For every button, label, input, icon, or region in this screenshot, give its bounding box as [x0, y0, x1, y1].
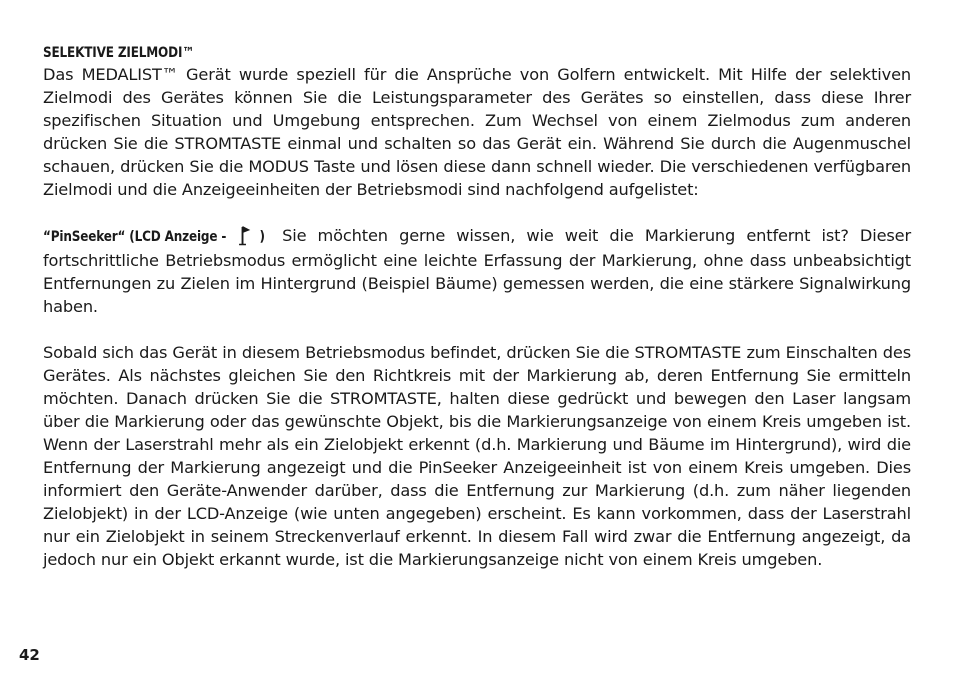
paragraph-pinseeker: [43, 224, 911, 318]
pinseeker-heading: [43, 224, 265, 249]
page-content: [43, 40, 911, 594]
section-heading-line: [43, 40, 911, 63]
paragraph-zielmodi-intro: Das MEDALIST™ Gerät wurde speziell für die Ansprüche von Golfern entwickelt. Mit Hilfe der selektiven Zielmodi des Gerätes können Sie die Leistungsparameter des Gerätes so einstellen, dass diese Ihrer spezifischen Situation und Umgebung entsprechen. Zum Wechsel von einem Zielmodus zum anderen drücken Sie die STROMTASTE einmal und schalten so das Gerät ein. Während Sie durch die Augenmuschel schauen, drücken Sie die MODUS Taste und lösen diese dann schnell wieder. Die verschiedenen verfügbaren Zielmodi und die Anzeigeeinheiten der Betriebsmodi sind nachfolgend aufgelistet:: [43, 65, 911, 199]
section-heading-selektive-zielmodi: SELEKTIVE ZIELMODI™: [43, 45, 195, 61]
paragraph-pinseeker-operation: Sobald sich das Gerät in diesem Betriebsmodus befindet, drücken Sie die STROMTASTE zum Einschalten des Gerätes. Als nächstes gleichen Sie den Richtkreis mit der Markierung ab, deren Entfernung Sie ermitteln möchten. Danach drücken Sie die STROMTASTE, halten diese gedrückt und bewegen den Laser langsam über die Markierung oder das gewünschte Objekt, bis die Markierungsanzeige von einem Kreis umgeben ist. Wenn der Laserstrahl mehr als ein Zielobjekt erkennt (d.h. Markierung und Bäume im Hintergrund), wird die Entfernung der Markierung angezeigt und die PinSeeker Anzeigeeinheit ist von einem Kreis umgeben. Dies informiert den Geräte-Anwender darüber, dass die Entfernung zur Markierung (d.h. zum näher liegenden Zielobjekt) in der LCD-Anzeige (wie unten angegeben) erscheint. Es kann vorkommen, dass der Laserstrahl nur ein Zielobjekt in seinem Streckenverlauf erkennt. In diesem Fall wird zwar die Entfernung angezeigt, da jedoch nur ein Objekt erkannt wurde, ist die Markierungsanzeige nicht von einem Kreis umgeben.: [43, 343, 911, 569]
pinseeker-text: Sie möchten gerne wissen, wie weit die Markierung entfernt ist? Dieser fortschrittliche Betriebsmodus ermöglicht eine leichte Erfassung der Markierung, ohne dass unbeabsichtigt Entfernungen zu Zielen im Hintergrund (Beispiel Bäume) gemessen werden, die eine stärkere Signalwirkung haben.: [43, 226, 911, 316]
pinseeker-heading-suffix: ): [259, 229, 265, 245]
pinseeker-heading-prefix: “PinSeeker“ (LCD Anzeige -: [43, 229, 227, 245]
page-number: 42: [19, 646, 40, 664]
flag-icon: [238, 224, 253, 246]
